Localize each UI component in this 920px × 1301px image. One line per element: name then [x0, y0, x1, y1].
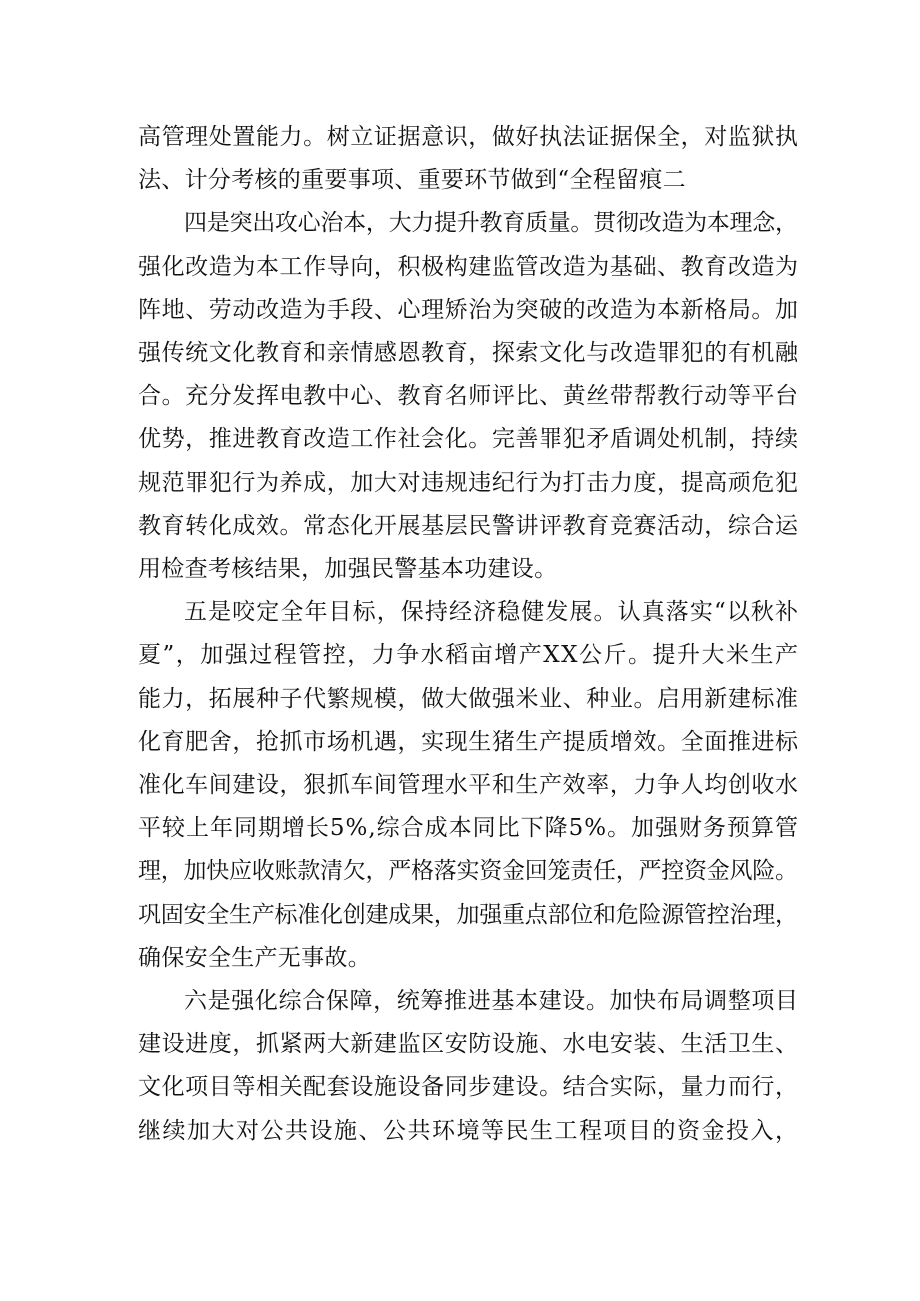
paragraph — [138, 980, 798, 1153]
paragraph — [138, 202, 798, 591]
text-line: 阵地、劳动改造为手段、心理矫治为突破的改造为本新格局。加 — [138, 296, 799, 323]
text-line: 规范罪犯行为养成，加大对违规违纪行为打击力度，提高顽危犯 — [138, 469, 799, 496]
text-line: 化育肥舍，抢抓市场机遇，实现生猪生产提质增效。全面推进标 — [138, 728, 799, 755]
text-line: 教育转化成效。常态化开展基层民警讲评教育竞赛活动，综合运 — [138, 512, 799, 539]
paragraph — [138, 116, 798, 202]
paragraph — [138, 591, 798, 980]
text-line: 理，加快应收账款清欠，严格落实资金回笼责任，严控资金风险。 — [138, 858, 798, 885]
text-line: 确保安全生产无事故。 — [138, 944, 371, 971]
document-body — [138, 116, 798, 1153]
text-line: 强化改造为本工作导向，积极构建监管改造为基础、教育改造为 — [138, 253, 799, 280]
text-line: 五是咬定全年目标，保持经济稳健发展。认真落实“以秋补 — [184, 599, 800, 626]
text-line: 六是强化综合保障，统筹推进基本建设。加快布局调整项目 — [184, 988, 799, 1015]
text-line: 建设进度，抓紧两大新建监区安防设施、水电安装、生活卫生、 — [138, 1031, 799, 1058]
text-line: 文化项目等相关配套设施设备同步建设。结合实际，量力而行， — [138, 1074, 799, 1101]
text-line: 平较上年同期增长5%,综合成本同比下降5%。加强财务预算管 — [138, 815, 799, 842]
text-line: 法、计分考核的重要事项、重要环节做到“全程留痕二 — [138, 167, 686, 194]
text-line: 准化车间建设，狠抓车间管理水平和生产效率，力争人均创收水 — [138, 772, 799, 799]
text-line: 用检查考核结果，加强民警基本功建设。 — [138, 556, 558, 583]
text-line: 优势，推进教育改造工作社会化。完善罪犯矛盾调处机制，持续 — [138, 426, 799, 453]
text-line: 合。充分发挥电教中心、教育名师评比、黄丝带帮教行动等平台 — [138, 383, 799, 410]
text-line: 继续加大对公共设施、公共环境等民生工程项目的资金投入， — [138, 1117, 800, 1144]
text-line: 夏”，加强过程管控，力争水稻亩增产XX公斤。提升大米生产 — [138, 642, 800, 669]
text-line: 强传统文化教育和亲情感恩教育，探索文化与改造罪犯的有机融 — [138, 340, 799, 367]
text-line: 巩固安全生产标准化创建成果，加强重点部位和危险源管控治理， — [138, 901, 798, 928]
text-line: 能力，拓展种子代繁规模，做大做强米业、种业。启用新建标准 — [138, 685, 799, 712]
text-line: 四是突出攻心治本，大力提升教育质量。贯彻改造为本理念， — [184, 210, 798, 237]
text-line: 高管理处置能力。树立证据意识，做好执法证据保全，对监狱执 — [138, 124, 799, 150]
